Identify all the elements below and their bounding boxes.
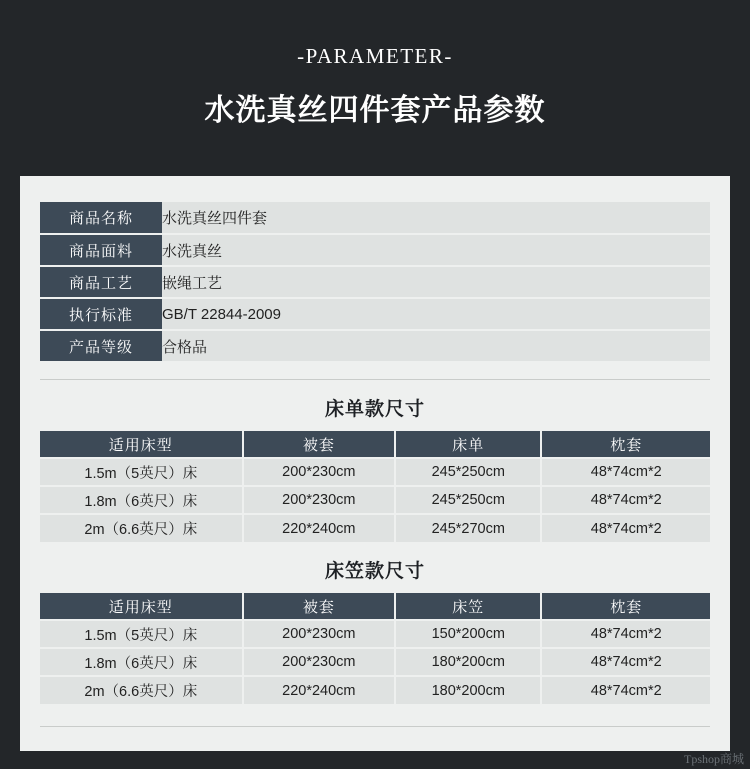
spec-label: 商品面料 — [40, 234, 162, 266]
table-cell: 150*200cm — [395, 620, 541, 648]
table-cell: 2m（6.6英尺）床 — [40, 514, 243, 542]
table-row — [40, 676, 710, 704]
table-row — [40, 514, 710, 542]
table-row — [40, 266, 710, 298]
column-header: 床单 — [395, 431, 541, 458]
divider — [40, 379, 710, 380]
page-eyebrow: -PARAMETER- — [297, 44, 453, 68]
table-row — [40, 458, 710, 486]
watermark: Tpshop商城 — [683, 752, 744, 766]
section-title-sheet: 床单款尺寸 — [324, 399, 425, 420]
spec-label: 商品工艺 — [40, 266, 162, 298]
table-cell: 200*230cm — [243, 620, 395, 648]
table-row — [40, 234, 710, 266]
table-cell: 200*230cm — [243, 648, 395, 676]
table-cell: 245*270cm — [395, 514, 541, 542]
table-cell: 220*240cm — [243, 676, 395, 704]
table-cell: 48*74cm*2 — [541, 458, 710, 486]
spec-label: 执行标准 — [40, 298, 162, 330]
table-cell: 1.5m（5英尺）床 — [40, 620, 243, 648]
table-row — [40, 330, 710, 362]
spec-value: 水洗真丝 — [162, 234, 710, 266]
table-row — [40, 486, 710, 514]
table-cell: 48*74cm*2 — [541, 620, 710, 648]
table-cell: 48*74cm*2 — [541, 676, 710, 704]
table-cell: 2m（6.6英尺）床 — [40, 676, 243, 704]
page-header — [0, 0, 750, 129]
table-header-row — [40, 431, 710, 458]
spec-value: GB/T 22844-2009 — [162, 298, 710, 330]
column-header: 被套 — [243, 431, 395, 458]
table-cell: 1.8m（6英尺）床 — [40, 486, 243, 514]
column-header: 枕套 — [541, 431, 710, 458]
table-row — [40, 620, 710, 648]
section-title-fitted: 床笠款尺寸 — [324, 561, 425, 582]
table-cell: 1.8m（6英尺）床 — [40, 648, 243, 676]
spec-table — [40, 202, 710, 363]
column-header: 适用床型 — [40, 593, 243, 620]
table-row — [40, 202, 710, 234]
table-cell: 200*230cm — [243, 486, 395, 514]
table-cell: 245*250cm — [395, 458, 541, 486]
table-cell: 200*230cm — [243, 458, 395, 486]
table-cell: 48*74cm*2 — [541, 486, 710, 514]
column-header: 适用床型 — [40, 431, 243, 458]
column-header: 被套 — [243, 593, 395, 620]
spec-value: 嵌绳工艺 — [162, 266, 710, 298]
size-table-sheet — [40, 431, 710, 542]
table-header-row — [40, 593, 710, 620]
spec-label: 产品等级 — [40, 330, 162, 362]
table-cell: 1.5m（5英尺）床 — [40, 458, 243, 486]
table-row — [40, 648, 710, 676]
bottom-divider — [40, 726, 710, 727]
table-cell: 180*200cm — [395, 676, 541, 704]
spec-value: 合格品 — [162, 330, 710, 362]
table-row — [40, 298, 710, 330]
table-cell: 48*74cm*2 — [541, 648, 710, 676]
table-cell: 180*200cm — [395, 648, 541, 676]
column-header: 枕套 — [541, 593, 710, 620]
table-cell: 220*240cm — [243, 514, 395, 542]
content-panel — [20, 176, 730, 751]
spec-label: 商品名称 — [40, 202, 162, 234]
table-cell: 48*74cm*2 — [541, 514, 710, 542]
spec-value: 水洗真丝四件套 — [162, 202, 710, 234]
page-title: 水洗真丝四件套产品参数 — [204, 94, 546, 127]
column-header: 床笠 — [395, 593, 541, 620]
size-table-fitted — [40, 593, 710, 704]
table-cell: 245*250cm — [395, 486, 541, 514]
